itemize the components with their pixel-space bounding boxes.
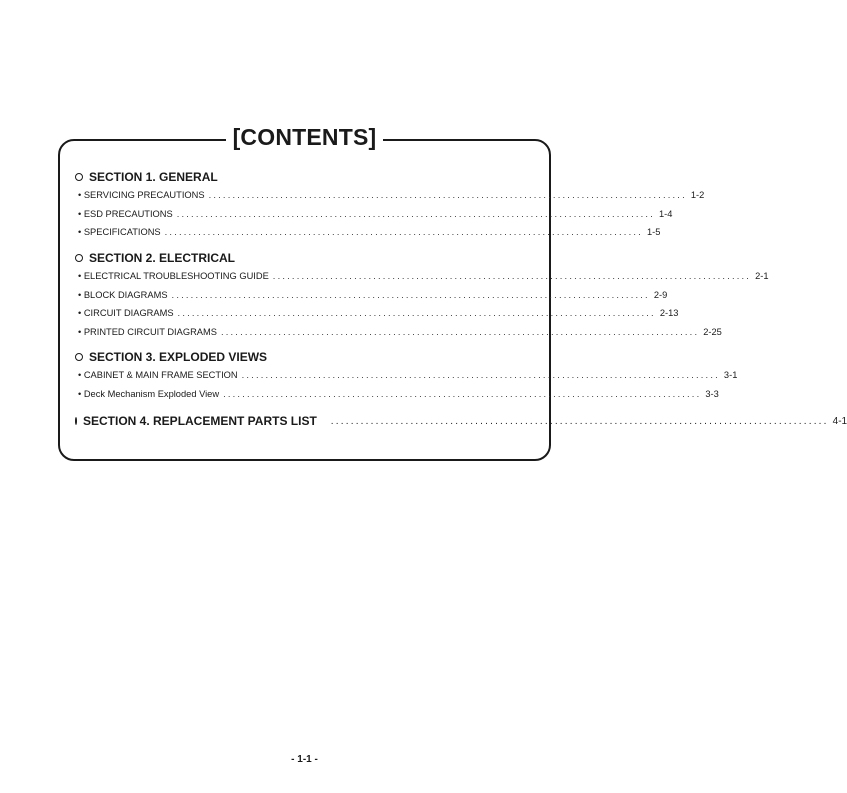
toc-entry-specifications[interactable]: [75, 223, 661, 242]
toc-entry-page: 1-5: [646, 227, 661, 238]
toc-entry-label: • CIRCUIT DIAGRAMS: [78, 308, 174, 319]
section-replacement-parts: [75, 411, 847, 431]
title-wrap: [0, 118, 609, 156]
toc-entry-page: 2-9: [653, 289, 668, 300]
section-heading-label: SECTION 1. GENERAL: [89, 170, 218, 184]
page-title: [CONTENTS]: [226, 118, 384, 156]
circle-bullet-icon: [75, 417, 77, 425]
toc-entry-servicing-precautions[interactable]: [75, 186, 705, 205]
section-heading: [75, 348, 537, 366]
circle-bullet-icon: [75, 353, 83, 361]
section-heading-label: SECTION 3. EXPLODED VIEWS: [89, 350, 268, 364]
toc-entry-page: 1-2: [690, 190, 705, 200]
toc-entry-label: • ELECTRICAL TROUBLESHOOTING GUIDE: [78, 271, 269, 281]
circle-bullet-icon: [75, 254, 83, 262]
toc-entry-label: • PRINTED CIRCUIT DIAGRAMS: [78, 326, 217, 337]
toc-entry-cabinet-main-frame[interactable]: [75, 366, 738, 385]
toc-entry-block-diagrams[interactable]: [75, 286, 668, 305]
toc-entry-label: • ESD PRECAUTIONS: [78, 208, 173, 219]
dot-leader: ....................................................................................................: [177, 308, 656, 319]
toc-entry-page: 4-1: [832, 415, 847, 427]
dot-leader: ....................................................................................................: [171, 289, 650, 300]
toc-entry-page: 1-4: [659, 208, 673, 219]
toc-entry-label: • CABINET & MAIN FRAME SECTION: [78, 370, 238, 380]
dot-leader: ....................................................................................................: [272, 271, 752, 281]
toc-entry-label: • SERVICING PRECAUTIONS: [78, 190, 205, 200]
page-number-footer: - 1-1 -: [291, 754, 318, 765]
dot-leader: ....................................................................................................: [208, 190, 687, 200]
section-exploded-views: [75, 348, 738, 403]
toc-entry-label: • Deck Mechanism Exploded View: [78, 388, 220, 399]
dot-leader: ....................................................................................................: [176, 208, 656, 219]
toc-entry-esd-precautions[interactable]: [75, 205, 673, 224]
toc-entry-printed-circuit-diagrams[interactable]: [75, 323, 722, 342]
toc-entry-page: 2-1: [755, 271, 769, 281]
circle-bullet-icon: [75, 173, 83, 181]
toc-entry-page: 3-1: [723, 370, 738, 380]
section-electrical: [75, 249, 769, 341]
section-heading-label: SECTION 2. ELECTRICAL: [89, 251, 236, 265]
toc-entry-electrical-troubleshooting[interactable]: [75, 267, 769, 286]
section-heading: [75, 168, 537, 186]
toc-entry-page: 3-3: [705, 388, 719, 399]
section-heading-label: SECTION 4. REPLACEMENT PARTS LIST: [83, 414, 317, 428]
toc-entry-page: 2-25: [703, 326, 722, 337]
dot-leader: ....................................................................................................: [330, 415, 829, 427]
toc-entry-label: • BLOCK DIAGRAMS: [78, 289, 168, 300]
toc-entry-label: • SPECIFICATIONS: [78, 227, 161, 238]
toc-entry-replacement-parts-list[interactable]: [75, 411, 847, 431]
dot-leader: ....................................................................................................: [220, 326, 700, 337]
dot-leader: ....................................................................................................: [164, 227, 643, 238]
section-heading: [75, 249, 537, 267]
dot-leader: ....................................................................................................: [241, 370, 720, 380]
toc-entry-page: 2-13: [659, 308, 679, 319]
dot-leader: ....................................................................................................: [223, 388, 702, 399]
toc-entry-deck-mechanism[interactable]: [75, 385, 719, 404]
toc-entry-circuit-diagrams[interactable]: [75, 304, 679, 323]
section-general: [75, 168, 705, 242]
